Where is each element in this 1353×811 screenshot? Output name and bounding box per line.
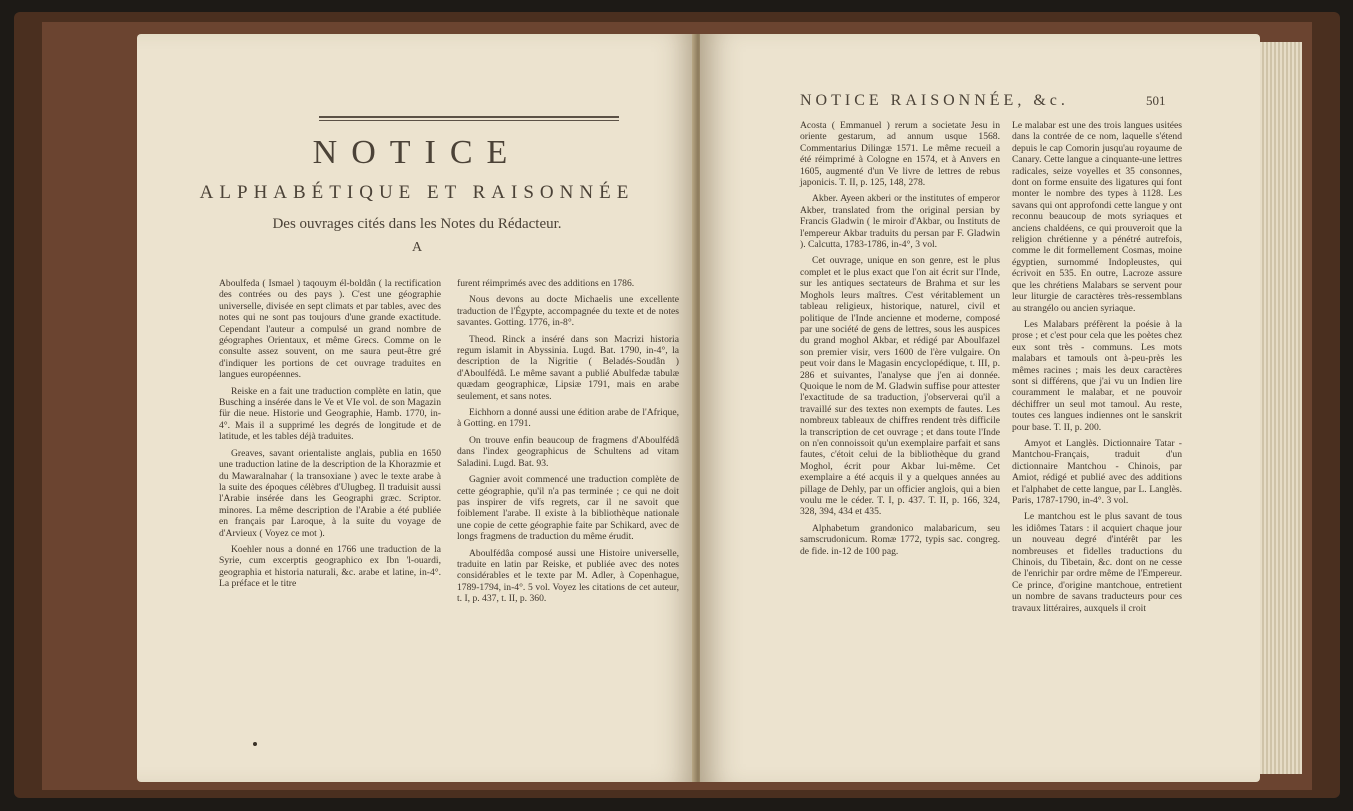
- page-subtitle: ALPHABÉTIQUE ET RAISONNÉE: [199, 182, 635, 203]
- paragraph: Reiske en a fait une traduction complète en latin, que Busching a insérée dans le Ve et VIe vol. de son Magazin für die neue. Historie und Geographie, Hamb. 1770, in-4°. Mais il a supprimé les degrés de longitude et de latitude, et les tables déjà traduites.: [219, 385, 441, 443]
- paragraph: Aboulfédâa composé aussi une Histoire universelle, traduite en latin par Reiske, et publiée avec des notes considérables et le texte par M. Adler, à Copenhague, 1789-1794, in-4°. 5 vol. Voyez les citations de cet auteur, t. I, p. 437, t. II, p. 360.: [457, 547, 679, 605]
- left-page: [137, 34, 697, 782]
- paragraph: Le malabar est une des trois langues usitées dans la contrée de ce nom, laquelle s'étend depuis le cap Comorin jusqu'au royaume de Canary. Cette langue a cinquante-une lettres radicales, seize voyelles et 35 consonnes, dont on forme ensuite des ligatures qui font monter le nombre des types à 1128. Les savans qui ont approfondi cette langue y ont reconnu beaucoup de mots syriaques et anciens chaldéens, ce qui prouveroit que la religion chrétienne y a pénétré autrefois, comme le dit formellement Cosmas, moine égyptien, surnommé Indopleustes, qui écrivoit en 535. En outre, Lacroze assure que les chrétiens Malabars se servent pour leur liturgie de caractères très-ressemblans au strangélo ou ancien syriaque.: [1012, 120, 1182, 314]
- paragraph: Cet ouvrage, unique en son genre, est le plus complet et le plus exact que l'on ait écrit sur l'Inde, sur les antiques sectateurs de Brahma et sur les Moghols leurs maîtres. C'est véritablement un tableau religieux, historique, naturel, civil et politique de l'Inde ancienne et moderne, composé par une société de gens de lettres, sous les auspices du grand moghol Akbar, et rédigé par Aboulfazel son premier visir, vers 1600 de l'ère vulgaire. On peut voir dans le Magasin encyclopédique, t. III, p. 286 et suivantes, l'analyse que j'en ai donnée. Quoique le nom de M. Gladwin suffise pour attester l'exactitude de sa traduction, j'observerai qu'il a travaillé sur des textes non exempts de fautes. Les nombreux tableaux de chiffres rendent très difficile la transcription de cet ouvrage ; et dans toute l'Inde on n'en connoissoit qu'un exemplaire parfait et sans fautes, c'étoit celui de la bibliothèque du grand Moghol, écrit pour Akbar lui-même. Cet exemplaire a été acquis il y a quelques années au pillage de Dehly, par un officier anglois, qui a bien voulu me le céder. T. I, p. 437. T. II, p. 166, 324, 328, 394, 434 et 435.: [800, 255, 1000, 518]
- paragraph: Koehler nous a donné en 1766 une traduction de la Syrie, cum excerptis geographico ex Ibn 'l-ouardi, geographia et historia naturali, &c. arabe et latine, in-4°. La préface et le titre: [219, 543, 441, 590]
- paragraph: Aboulfeda ( Ismael ) taqouym él-boldân ( la rectification des contrées ou des pays ). C'est une géographie universelle, divisée en sept climats et par tables, avec des notes qui ne sont pas toujours d'une grande exactitude. Cependant l'auteur a compulsé un grand nombre de géographes Orientaux, et même Grecs. Comme on le consulte assez souvent, on me saura peut-être gré d'indiquer les portions de cet ouvrage traduites en langues européennes.: [219, 278, 441, 381]
- running-head: NOTICE RAISONNÉE, &c.: [800, 92, 1069, 109]
- paragraph: Les Malabars préfèrent la poésie à la prose ; et c'est pour cela que les poètes chez eux sont très - communs. Les mots malabars et tamouls ont à-peu-près les mêmes racines ; mais les deux caractères sont si différens, que j'ai vu un Indien lire couramment le malabar, et ne pouvoir déchiffrer un seul mot tamoul. Au reste, toutes ces langues indiennes ont le sanskrit pour base. T. II, p. 200.: [1012, 318, 1182, 433]
- left-column-2: [457, 278, 679, 748]
- page-caption: Des ouvrages cités dans les Notes du Rédacteur.: [272, 216, 562, 232]
- paragraph: Eichhorn a donné aussi une édition arabe de l'Afrique, à Gotting. en 1791.: [457, 407, 679, 430]
- right-page: [700, 34, 1260, 782]
- top-rule-thin: [319, 120, 619, 121]
- paragraph: furent réimprimés avec des additions en 1786.: [457, 278, 635, 289]
- section-letter: A: [411, 240, 423, 255]
- ink-dot: [253, 742, 257, 746]
- page-number: 501: [1146, 93, 1166, 108]
- right-column-1: [800, 120, 1000, 770]
- open-spread: [42, 22, 1312, 790]
- page-title: NOTICE: [312, 134, 522, 171]
- page-edges: [1260, 42, 1302, 774]
- left-column-1: [219, 278, 441, 748]
- top-rule: [319, 116, 619, 118]
- right-column-2: [1012, 120, 1182, 770]
- paragraph: Le mantchou est le plus savant de tous les idiômes Tatars : il acquiert chaque jour un nouveau degré d'intérêt par les nombreuses et fidelles traductions du Chinois, du Tibetain, &c. dont on ne cesse de l'enrichir par ordre même de l'Empereur. Ce prince, d'origine mantchoue, entretient un nombre de savans traducteurs pour ces travaux littéraires, auxquels il croit: [1012, 511, 1182, 614]
- paragraph: Greaves, savant orientaliste anglais, publia en 1650 une traduction latine de la description de la Khorazmie et du Mawaralnahar ( la transoxiane ) avec le texte arabe à la suite des époques célèbres d'Ulugbeg. Il traduisit aussi l'Arabie insérée dans les Geographi græc. Scriptor. minores. La même description de l'Arabie a été publiée en français par Laroque, à la suite du voyage de d'Arvieux ( Voyez ce mot ).: [219, 447, 441, 539]
- paragraph: Amyot et Langlès. Dictionnaire Tatar - Mantchou-Français, traduit d'un dictionnaire Mantchou - Chinois, par Amiot, rédigé et publié avec des additions et l'alphabet de cette langue, par L. Langlès. Paris, 1787-1790, in-4°. 3 vol.: [1012, 437, 1182, 506]
- paragraph: Alphabetum grandonico malabaricum, seu samscrudonicum. Romæ 1772, typis sac. congreg. de fide. in-12 de 100 pag.: [800, 522, 1000, 557]
- paragraph: Acosta ( Emmanuel ) rerum a societate Jesu in oriente gestarum, ad annum usque 1568. Commentarius Dilingæ 1571. Le même recueil a été réimprimé à Cologne en 1574, et à Anvers en 1605, augmenté d'un Ve livre de lettres de rebus japonicis. T. II, p. 125, 148, 278.: [800, 120, 1000, 189]
- paragraph: Gagnier avoit commencé une traduction complète de cette géographie, qu'il n'a pas terminée ; ce qui ne doit pas inspirer de vifs regrets, car il ne savoit que foiblement l'arabe. Il existe à la bibliothèque nationale une copie de cette géographie faite par Schikard, avec de longs fragmens de traduction du même érudit.: [457, 474, 679, 543]
- paragraph: Nous devons au docte Michaelis une excellente traduction de l'Égypte, accompagnée du texte et de notes savantes. Gotting. 1776, in-8°.: [457, 294, 679, 329]
- paragraph: Theod. Rinck a inséré dans son Macrizi historia regum islamit in Abyssinia. Lugd. Bat. 1790, in-4°, la description de la Nigritie ( Beladés-Soudân ) d'Aboulfédâ. Le même savant a publié Abulfedæ tabulæ quædam geographicæ, Lipsiæ 1791, mais en arabe seulement, et sans notes.: [457, 333, 679, 402]
- paragraph: On trouve enfin beaucoup de fragmens d'Aboulfédâ dans l'index geographicus de Schultens ad vitam Saladini. Lugd. Bat. 93.: [457, 434, 679, 469]
- paragraph: Akber. Ayeen akberi or the institutes of emperor Akber, translated from the original persian by Francis Gladwin ( le miroir d'Akbar, ou Instituts de l'empereur Akbar traduits du persan par F. Gladwin ). Calcutta, 1783-1786, in-4°, 3 vol.: [800, 193, 1000, 251]
- book: [14, 12, 1340, 798]
